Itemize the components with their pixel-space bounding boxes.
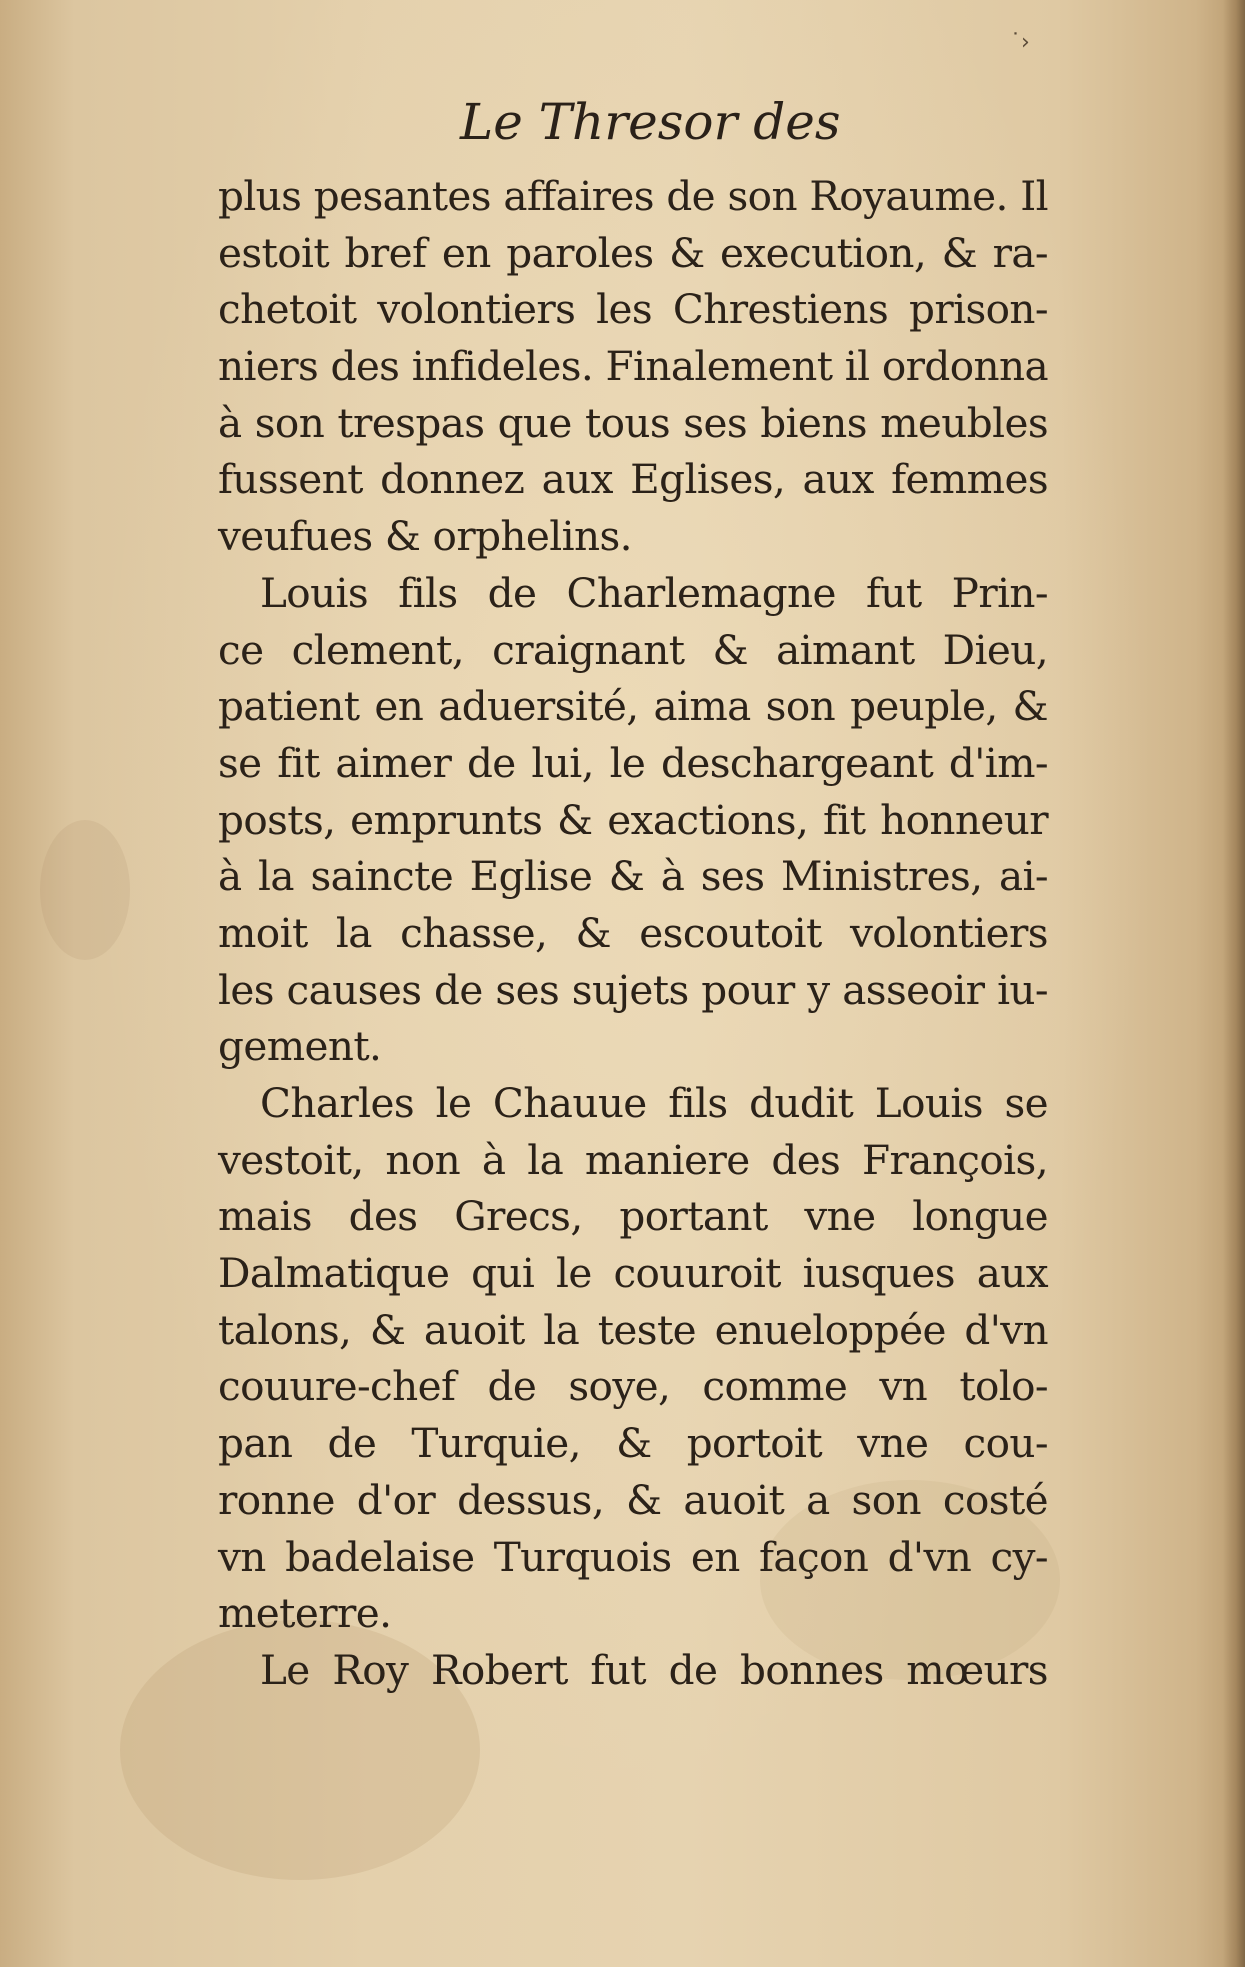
paragraph-start-line: Louis fils de Charlemagne fut Prin- — [260, 568, 1048, 617]
text-line: vestoit, non à la maniere des François, — [218, 1135, 1048, 1184]
text-line: pan de Turquie, & portoit vne cou- — [218, 1419, 1048, 1468]
text-line: niers des infideles. Finalement il ordonna — [218, 342, 1048, 391]
corner-mark: ˙› — [1010, 30, 1030, 55]
text-line: les causes de ses sujets pour y asseoir iu- — [218, 965, 1048, 1014]
text-line: moit la chasse, & escoutoit volontiers — [218, 908, 1048, 957]
page-edge-shadow — [1223, 0, 1245, 1967]
text-line: mais des Grecs, portant vne longue — [218, 1192, 1048, 1241]
text-line: plus pesantes affaires de son Royaume. Il — [218, 172, 1048, 220]
running-head: Le Thresor des — [460, 93, 841, 151]
paragraph-start-line: Le Roy Robert fut de bonnes mœurs — [260, 1645, 1048, 1694]
text-line: fussent donnez aux Eglises, aux femmes — [218, 455, 1048, 504]
paragraph-start-line: Charles le Chauue fils dudit Louis se — [260, 1079, 1048, 1127]
body-text — [218, 168, 1048, 1699]
text-line: estoit bref en paroles & execution, & ra- — [218, 228, 1048, 277]
text-line: talons, & auoit la teste enueloppée d'vn — [218, 1305, 1048, 1354]
text-line: Dalmatique qui le couuroit iusques aux — [218, 1249, 1048, 1298]
text-line: se fit aimer de lui, le deschargeant d'im- — [218, 738, 1048, 787]
text-line: posts, emprunts & exactions, fit honneur — [218, 795, 1048, 844]
text-line: ronne d'or dessus, & auoit a son costé — [218, 1475, 1048, 1524]
text-line: chetoit volontiers les Chrestiens prison- — [218, 285, 1048, 334]
text-line: veufues & orphelins. — [218, 512, 632, 561]
text-line: gement. — [218, 1022, 382, 1071]
text-line: patient en aduersité, aima son peuple, & — [218, 682, 1048, 731]
text-line: à la saincte Eglise & à ses Ministres, ai- — [218, 852, 1048, 901]
text-line: meterre. — [218, 1589, 392, 1638]
text-line: couure-chef de soye, comme vn tolo- — [218, 1362, 1048, 1411]
paper-stain — [40, 820, 130, 960]
text-line: à son trespas que tous ses biens meubles — [218, 398, 1048, 447]
text-line: vn badelaise Turquois en façon d'vn cy- — [218, 1532, 1048, 1581]
text-line: ce clement, craignant & aimant Dieu, — [218, 625, 1048, 674]
